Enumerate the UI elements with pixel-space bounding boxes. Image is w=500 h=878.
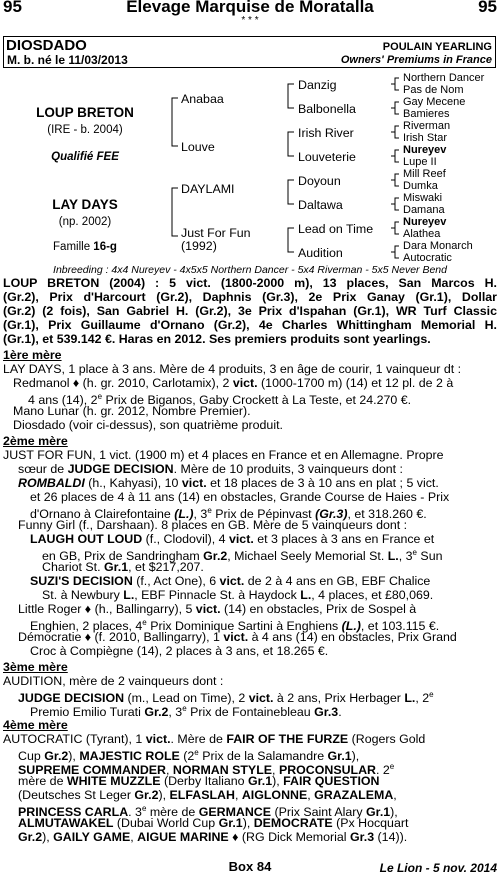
third-dam-line-2: JUDGE DECISION (m., Lead on Time), 2 vict. à 2 ans, Prix Herbager L., 2e	[18, 690, 434, 706]
pedigree-gen4-1: Northern Dancer	[403, 72, 485, 84]
second-dam-line-7: LAUGH OUT LOUD (f., Clodovil), 4 vict. et 3 places à 3 ans en France et	[30, 532, 435, 546]
first-dam-line-2: Redmanol ♦ (h. gr. 2010, Carlotamix), 2 vict. (1000-1700 m) (14) et 12 pl. de 2 à	[13, 376, 454, 390]
inbreeding-line: Inbreeding : 4x4 Nureyev - 4x5x5 Northern Dancer - 5x4 Riverman - 5x5 Never Bend	[53, 264, 447, 276]
horse-title-box	[3, 36, 496, 68]
pedigree-gen4-6: Irish Star	[403, 132, 448, 144]
pedigree-gen4-10: Dumka	[403, 180, 438, 192]
second-dam-line-8: en GB, Prix de Sandringham Gr.2, Michael Seely Memorial St. L., 3e Sun	[42, 548, 443, 564]
first-dam-line-1: LAY DAYS, 1 place à 3 ans. Mère de 4 produits, 3 en âge de courir, 1 vainqueur dt :	[3, 362, 462, 376]
pedigree-gen4-4: Bamieres	[403, 108, 450, 120]
sire-record-line-3: (Gr.2) (2 fois), San Gabriel H. (Gr.2), 3e Prix d'Ispahan (Gr.1), WR Turf Classic	[3, 304, 497, 318]
fourth-dam-line-6: PRINCESS CARLA. 3e mère de GERMANCE (Prix Saint Alary Gr.1),	[18, 804, 398, 820]
lot-number-right: 95	[478, 0, 497, 16]
fourth-dam-line-5: (Deutsches St Leger Gr.2), ELFASLAH, AIGLONNE, GRAZALEMA,	[18, 788, 397, 802]
fourth-dam-line-1: AUTOCRATIC (Tyrant), 1 vict.. Mère de FAIR OF THE FURZE (Rogers Gold	[3, 732, 426, 746]
pedigree-gen3-2: Balbonella	[298, 102, 356, 116]
pedigree-gen2-1: Anabaa	[181, 92, 224, 106]
pedigree-gen3-8: Audition	[298, 246, 343, 260]
pedigree-gen3-6: Daltawa	[298, 198, 343, 212]
box-number: Box 84	[228, 859, 272, 874]
pedigree-gen4-7: Nureyev	[403, 144, 447, 156]
third-dam-heading: 3ème mère	[3, 660, 68, 674]
second-dam-line-9: Chariot St. Gr.1, et $217,207.	[42, 560, 204, 574]
pedigree-gen4-15: Dara Monarch	[403, 240, 473, 252]
sire-record-line-2: (Gr.2), Prix d'Harcourt (Gr.2), Daphnis (Gr.3), 2e Prix Ganay (Gr.1), Dollar	[3, 290, 497, 304]
pedigree-gen4-5: Riverman	[403, 120, 451, 132]
sire-record-line-4: (Gr.1), Prix Guillaume d'Ornano (Gr.2), 4e Charles Whittingham Memorial H.	[3, 318, 497, 332]
first-dam-line-3: 4 ans (14), 2e Prix de Biganos, Gaby Crockett à La Teste, et 24.270 €.	[28, 392, 412, 408]
dam-info: (np. 2002)	[58, 216, 112, 228]
fourth-dam-line-2: Cup Gr.2), MAJESTIC ROLE (2e Prix de la Salamandre Gr.1),	[18, 748, 360, 764]
fourth-dam-line-8: Gr.2), GAILY GAME, AIGUE MARINE ♦ (RG Dick Memorial Gr.3 (14)).	[18, 830, 408, 844]
second-dam-line-14: Démocratie ♦ (f. 2010, Ballingarry), 1 vict. à 4 ans (14) en obstacles, Prix Grand	[18, 630, 457, 644]
second-dam-line-6: Funny Girl (f., Darshaan). 8 places en GB. Mère de 5 vainqueurs dont :	[18, 518, 408, 532]
header-stars: * * *	[241, 15, 259, 26]
pedigree-gen4-12: Damana	[403, 204, 445, 216]
pedigree-gen4-16: Autocratic	[403, 252, 452, 264]
third-dam-line-1: AUDITION, mère de 2 vainqueurs dont :	[3, 674, 224, 688]
second-dam-line-1: JUST FOR FUN, 1 vict. (1900 m) et 4 places en France et en Allemagne. Propre	[3, 448, 444, 462]
sire-note: Qualifié FEE	[51, 151, 119, 163]
pedigree-gen3-7: Lead on Time	[298, 222, 374, 236]
second-dam-line-10: SUZI'S DECISION (f., Act One), 6 vict. de 2 à 4 ans en GB, EBF Chalice	[30, 574, 431, 588]
second-dam-line-11: St. à Newbury L., EBF Pinnacle St. à Haydock L., 4 places, et £80,069.	[42, 588, 434, 602]
pedigree-gen4-3: Gay Mecene	[403, 96, 466, 108]
pedigree-gen4-8: Lupe II	[403, 156, 437, 168]
pedigree-gen4-2: Pas de Nom	[403, 84, 464, 96]
horse-name: DIOSDADO	[6, 37, 87, 54]
horse-category: POULAIN YEARLING	[382, 41, 492, 53]
third-dam-line-3: Premio Emilio Turati Gr.2, 3e Prix de Fontainebleau Gr.3.	[30, 704, 342, 720]
horse-sex-birth: M. b. né le 11/03/2013	[7, 53, 128, 67]
fourth-dam-line-7: ALMUTAWAKEL (Dubai World Cup Gr.1), DEMOCRATE (Px Hocquart	[18, 816, 409, 830]
second-dam-line-3: ROMBALDI (h., Kahyasi), 10 vict. et 18 places de 3 à 10 ans en plat ; 5 vict.	[18, 476, 439, 490]
first-dam-heading: 1ère mère	[3, 348, 62, 362]
pedigree-gen2-4-year: (1992)	[181, 239, 217, 253]
second-dam-line-13: Enghien, 2 places, 4e Prix Dominique Sartini à Enghiens (L.), et 103.115 €.	[30, 618, 440, 634]
pedigree-gen3-3: Irish River	[298, 126, 354, 140]
second-dam-line-4: et 26 places de 4 à 11 ans (14) en obstacles, Grande Course de Haies - Prix	[30, 490, 450, 504]
pedigree-gen3-1: Danzig	[298, 78, 337, 92]
second-dam-line-15: Croc à Compiègne (14), 2 places à 3 ans, et 18.265 €.	[30, 644, 329, 658]
pedigree-gen2-3: DAYLAMI	[181, 182, 235, 196]
second-dam-line-5: d'Ornano à Clairefontaine (L.), 3e Prix de Pépinvast (Gr.3), et 318.260 €.	[30, 506, 427, 522]
sire-record-line-5: (Gr.1), et 539.142 €. Haras en 2012. Ses premiers produits sont yearlings.	[3, 332, 431, 346]
pedigree-gen4-11: Miswaki	[403, 192, 443, 204]
first-dam-line-5: Diosdado (voir ci-dessus), son quatrième produit.	[13, 418, 283, 432]
sire-record-line-1: LOUP BRETON (2004) : 5 vict. (1800-2000 m), 13 places, San Marcos H.	[3, 276, 497, 290]
sire-info: (IRE - b. 2004)	[47, 124, 123, 136]
pedigree-gen3-5: Doyoun	[298, 174, 341, 188]
lot-number-left: 95	[3, 0, 22, 16]
fourth-dam-heading: 4ème mère	[3, 718, 68, 732]
owners-premiums: Owners' Premiums in France	[340, 54, 492, 66]
pedigree-gen4-14: Alathea	[403, 228, 441, 240]
consignor-title: Elevage Marquise de Moratalla	[126, 0, 374, 16]
pedigree-table	[0, 70, 500, 264]
dam-name: LAY DAYS	[52, 197, 118, 212]
fourth-dam-line-4: mère de WHITE MUZZLE (Derby Italiano Gr.1), FAIR QUESTION	[18, 774, 380, 788]
second-dam-heading: 2ème mère	[3, 434, 68, 448]
second-dam-line-2: sœur de JUDGE DECISION. Mère de 10 produits, 3 vainqueurs dont :	[18, 462, 403, 476]
pedigree-gen2-4: Just For Fun	[181, 226, 251, 240]
pedigree-gen4-9: Mill Reef	[403, 168, 446, 180]
pedigree-gen3-4: Louveterie	[298, 150, 356, 164]
pedigree-gen4-13: Nureyev	[403, 216, 447, 228]
page-footer	[0, 860, 500, 878]
second-dam-line-12: Little Roger ♦ (h., Ballingarry), 5 vict. (14) en obstacles, Prix de Sospel à	[18, 602, 417, 616]
pedigree-gen2-2: Louve	[181, 140, 215, 154]
fourth-dam-line-3: SUPREME COMMANDER, NORMAN STYLE, PROCONSULAR. 2e	[18, 762, 395, 778]
first-dam-line-4: Mano Lunar (h. gr. 2012, Nombre Premier).	[13, 404, 251, 418]
dam-family: Famille 16-g	[53, 241, 117, 253]
sale-event: Le Lion - 5 nov. 2014	[379, 861, 497, 875]
sire-name: LOUP BRETON	[36, 105, 134, 120]
